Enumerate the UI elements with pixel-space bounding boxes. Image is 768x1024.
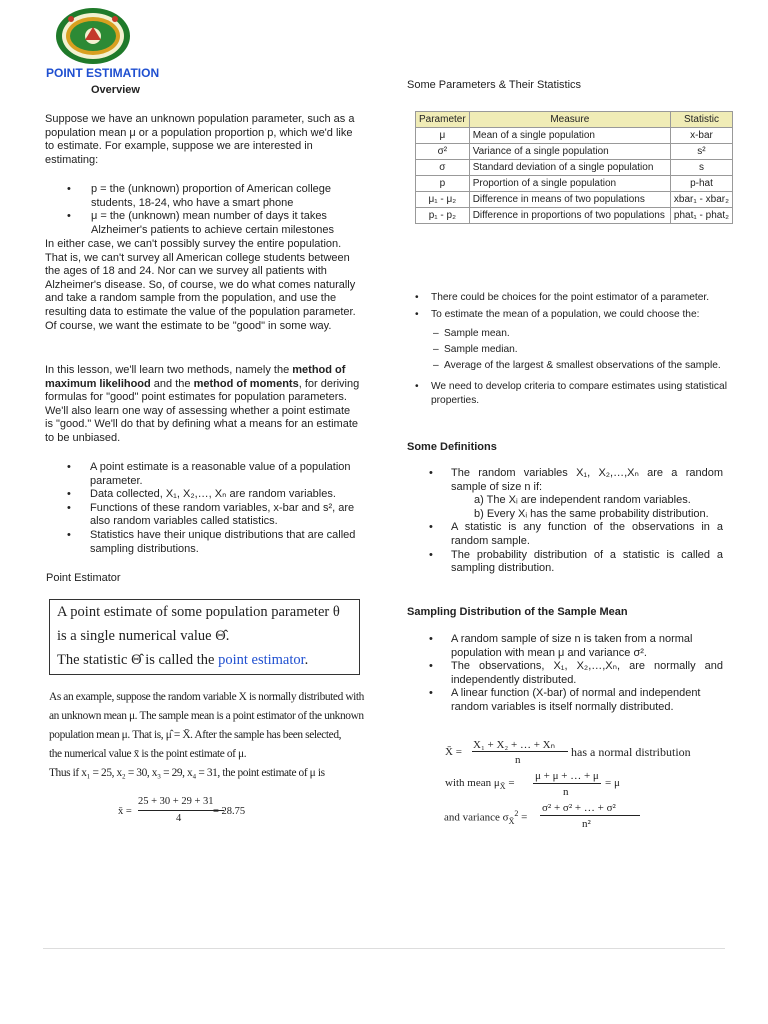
table-row (416, 176, 733, 192)
bullet-icon: • (429, 521, 433, 534)
example-line: the numerical value x̄ is the point estimate of μ. (49, 748, 247, 760)
header-measure: Measure (469, 112, 670, 128)
parameters-table (415, 111, 733, 224)
example-text (49, 688, 379, 783)
list-item (407, 687, 723, 714)
cell: Difference in proportions of two populations (469, 208, 670, 224)
list-item (407, 660, 723, 687)
list-item: • p = the (unknown) proportion of American college students, 18-24, who have a smart phone (45, 183, 359, 210)
cell: s² (670, 144, 732, 160)
method-max-likelihood: method of maximum likelihood (45, 364, 346, 390)
cell: Standard deviation of a single population (469, 160, 670, 176)
definitions-heading: Some Definitions (407, 441, 497, 453)
list-item: – Sample median. (407, 343, 727, 356)
footer-divider (43, 948, 725, 949)
paragraph-survey: In either case, we can't possibly survey the entire population. That is, we can't survey all American college students between the ages of 18 and 24. Nor can we survey all patients with Alzheimer's disease. So, of course, we do what comes naturally and take a random sample from the population, and use the resulting data to estimate the value of the population parameter. Of course, we want the estimate to be "good" in some way. (45, 238, 356, 332)
list-item (407, 549, 723, 576)
text: , for deriving formulas for "good" point estimates for population parameters. We'll also learn one way of assessing whether a point estimate is "good." We'll do that by defining what a means for an estimate to be unbiased. (45, 377, 360, 444)
list-item (407, 633, 723, 660)
bullet-icon: • (429, 633, 433, 645)
table-row (416, 144, 733, 160)
text: and variance σ (444, 811, 509, 824)
cell: σ (416, 160, 470, 176)
box-line-2: is a single numerical value Θ̂. (57, 628, 230, 644)
list-item: • μ = the (unknown) mean number of days it takes Alzheimer's patients to achieve certain milestones (45, 210, 359, 237)
subscript: X̄ (508, 816, 515, 826)
example-line: population mean μ. That is, μ̂ = X̄. After the sample has been selected, (49, 729, 342, 741)
text: A linear function (X-bar) of normal and independent random variables is itself normally distributed. (451, 687, 701, 713)
list-item: • We need to develop criteria to compare estimates using statistical properties. (407, 380, 727, 408)
superscript: 2 (514, 809, 519, 818)
cell: p (416, 176, 470, 192)
estimator-choices-list (407, 291, 727, 325)
criteria-list (407, 380, 727, 412)
formula-text: has a normal distribution (571, 745, 691, 759)
text: A statistic is any function of the observations in a random sample. (451, 521, 723, 547)
formula-lhs: X̄ = (445, 746, 462, 758)
cell: σ² (416, 144, 470, 160)
formula-lhs: with mean $\mu_{X̄}$ = (445, 777, 515, 792)
bullet-icon: • (429, 660, 433, 673)
page-title: POINT ESTIMATION (46, 66, 160, 80)
formula-numerator: X₁ + X₂ + … + Xₙ (473, 739, 555, 751)
xbar-formula (445, 738, 735, 768)
cell: p-hat (670, 176, 732, 192)
estimator-sub-list (407, 327, 727, 375)
cell: Mean of a single population (469, 128, 670, 144)
table-row (416, 192, 733, 208)
text: and the (150, 377, 194, 390)
cell: x-bar (670, 128, 732, 144)
bullet-icon: • (429, 467, 433, 479)
list-item (407, 467, 723, 494)
example-line: As an example, suppose the random variable X is normally distributed with (49, 691, 364, 703)
list-item: • A point estimate is a reasonable value of a population parameter. (45, 461, 361, 488)
cell: phat₁ - phat₂ (670, 208, 732, 224)
formula-result: = μ (605, 777, 620, 789)
text: with mean μ (445, 777, 500, 789)
text: The observations, X₁, X₂,…,Xₙ, are normally and independently distributed. (451, 660, 723, 686)
text: The statistic Θ̂ is called the (57, 652, 219, 668)
table-heading: Some Parameters & Their Statistics (407, 79, 582, 91)
paragraph-methods (45, 364, 361, 446)
sampling-list (407, 633, 723, 715)
table-header-row (416, 112, 733, 128)
intro-paragraph: Suppose we have an unknown population parameter, such as a population mean μ or a population proportion p, which we'd like to estimate. For example, suppose we are interested in estimating: (45, 113, 355, 166)
cell: s (670, 160, 732, 176)
university-seal-logo (55, 7, 131, 65)
formula-numerator: μ + μ + … + μ (535, 770, 599, 782)
formula-denominator: 4 (176, 813, 182, 824)
formula-denominator: n (515, 754, 521, 766)
definition-box (49, 599, 360, 675)
formula-lhs: and variance $\sigma_{X̄}^2$ = (444, 809, 528, 826)
formula-lhs: x̄ = (118, 806, 132, 817)
point-estimator-term: point estimator (218, 652, 305, 668)
header-statistic: Statistic (670, 112, 732, 128)
table-row (416, 208, 733, 224)
example-line: an unknown mean μ. The sample mean is a point estimator of the unknown (49, 710, 364, 722)
text: . (304, 652, 309, 668)
sub-item: b) Every Xᵢ has the same probability distribution. (474, 507, 709, 520)
variance-formula (444, 802, 734, 834)
method-of-moments: method of moments (193, 377, 299, 390)
point-estimator-heading: Point Estimator (46, 572, 121, 584)
box-line-3 (57, 648, 359, 672)
bullet-icon: • (429, 548, 433, 561)
formula-denominator: n (563, 786, 569, 798)
text: A random sample of size n is taken from a normal population with mean μ and variance σ². (451, 633, 693, 659)
formula-numerator: 25 + 30 + 29 + 31 (138, 796, 214, 807)
cell: p₁ - p₂ (416, 208, 470, 224)
sampling-heading: Sampling Distribution of the Sample Mean (407, 606, 628, 618)
list-item: • Data collected, X₁, X₂,…, Xₙ are random variables. (45, 488, 361, 502)
fraction-bar (533, 783, 601, 784)
definitions-list (407, 467, 723, 576)
mean-formula (445, 770, 735, 800)
cell: xbar₁ - xbar₂ (670, 192, 732, 208)
list-item: – Average of the largest & smallest observations of the sample. (407, 359, 727, 372)
fraction-bar (472, 751, 568, 752)
fraction-bar (138, 810, 224, 811)
cell: Proportion of a single population (469, 176, 670, 192)
cell: Variance of a single population (469, 144, 670, 160)
sub-item: a) The Xᵢ are independent random variables. (474, 494, 691, 507)
table-row (416, 160, 733, 176)
text: In this lesson, we'll learn two methods, namely the (45, 364, 293, 376)
table-row (416, 128, 733, 144)
cell: Difference in means of two populations (469, 192, 670, 208)
subscript: X̄ (499, 782, 506, 792)
list-item: • To estimate the mean of a population, we could choose the: (407, 308, 727, 321)
summary-bullets (45, 461, 361, 556)
cell: μ₁ - μ₂ (416, 192, 470, 208)
formula-numerator: σ² + σ² + … + σ² (542, 802, 616, 814)
fraction-bar (540, 815, 640, 816)
box-line-1: A point estimate of some population parameter θ (57, 604, 340, 620)
text: The random variables X₁, X₂,…,Xₙ are a random sample of size n if: (451, 467, 723, 493)
text: The probability distribution of a statistic is called a sampling distribution. (451, 548, 723, 575)
list-item: • Functions of these random variables, x-bar and s², are also random variables called statistics. (45, 502, 361, 529)
list-item (407, 521, 723, 548)
formula-denominator: n² (582, 818, 591, 830)
list-item: • There could be choices for the point estimator of a parameter. (407, 291, 727, 304)
bullet-icon: • (429, 687, 433, 700)
formula-result: = 28.75 (213, 806, 246, 817)
list-item: • Statistics have their unique distributions that are called sampling distributions. (45, 529, 361, 556)
section-subtitle: Overview (91, 84, 140, 96)
list-item: – Sample mean. (407, 327, 727, 340)
example-line: Thus if x₁ = 25, x₂ = 30, x₃ = 29, x₄ = 31, the point estimate of μ is (49, 767, 325, 779)
examples-list (45, 183, 359, 237)
cell: μ (416, 128, 470, 144)
header-parameter: Parameter (416, 112, 470, 128)
